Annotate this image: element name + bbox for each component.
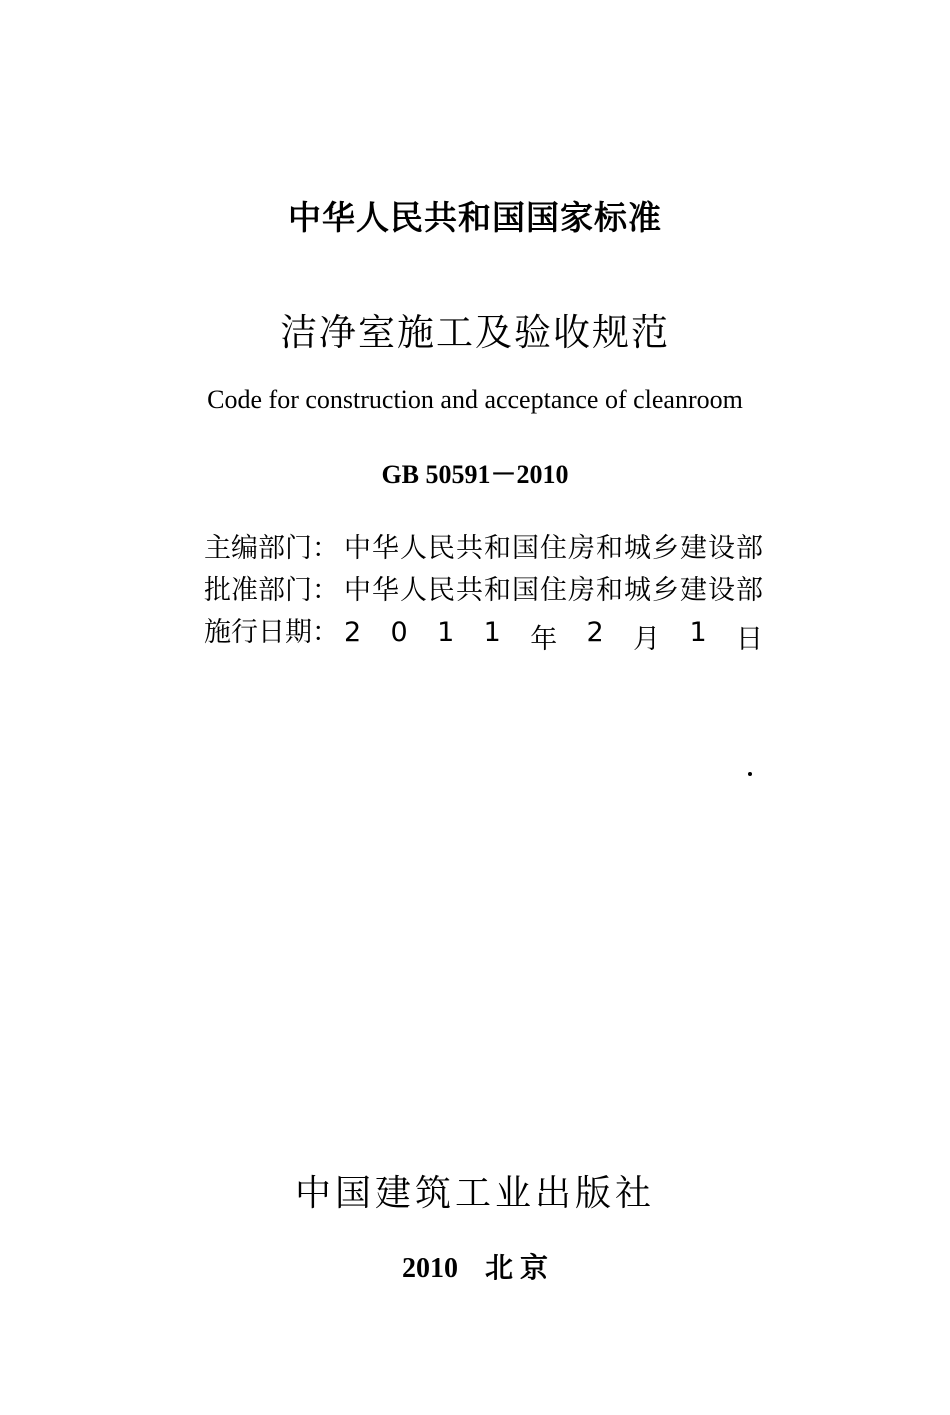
date-part: 1 <box>689 617 708 648</box>
approver-row <box>204 568 774 610</box>
publication-year: 2010 <box>401 1253 458 1284</box>
date-part: 1 <box>437 617 456 648</box>
editor-value: 中华人民共和国住房和城乡建设部 <box>344 533 764 564</box>
publication-city: 北 京 <box>484 1253 548 1284</box>
approver-value: 中华人民共和国住房和城乡建设部 <box>344 575 764 606</box>
editor-row <box>204 526 774 568</box>
effective-date-row <box>204 610 774 655</box>
date-part: 2 <box>344 617 363 648</box>
series-title: 中华人民共和国国家标准 <box>288 198 662 237</box>
main-title: 洁净室施工及验收规范 <box>280 311 670 354</box>
effective-date-label: 施行日期： <box>204 617 339 648</box>
editor-label: 主编部门： <box>204 533 339 564</box>
date-part: 0 <box>390 617 409 648</box>
date-part: 日 <box>736 624 764 655</box>
publication-info <box>204 526 774 655</box>
english-title: Code for construction and acceptance of cleanroom <box>207 385 743 414</box>
publisher-name: 中国建筑工业出版社 <box>294 1173 655 1214</box>
date-part: 月 <box>633 624 662 655</box>
date-part: 年 <box>530 624 559 655</box>
standard-code-number: GB 50591－2010 <box>381 460 569 489</box>
effective-date-value <box>344 617 764 656</box>
date-part: 1 <box>483 617 502 648</box>
publication-place-year <box>0 1246 950 1286</box>
date-part: 2 <box>586 617 605 648</box>
approver-label: 批准部门： <box>204 575 339 606</box>
stray-dot-mark <box>748 772 752 776</box>
